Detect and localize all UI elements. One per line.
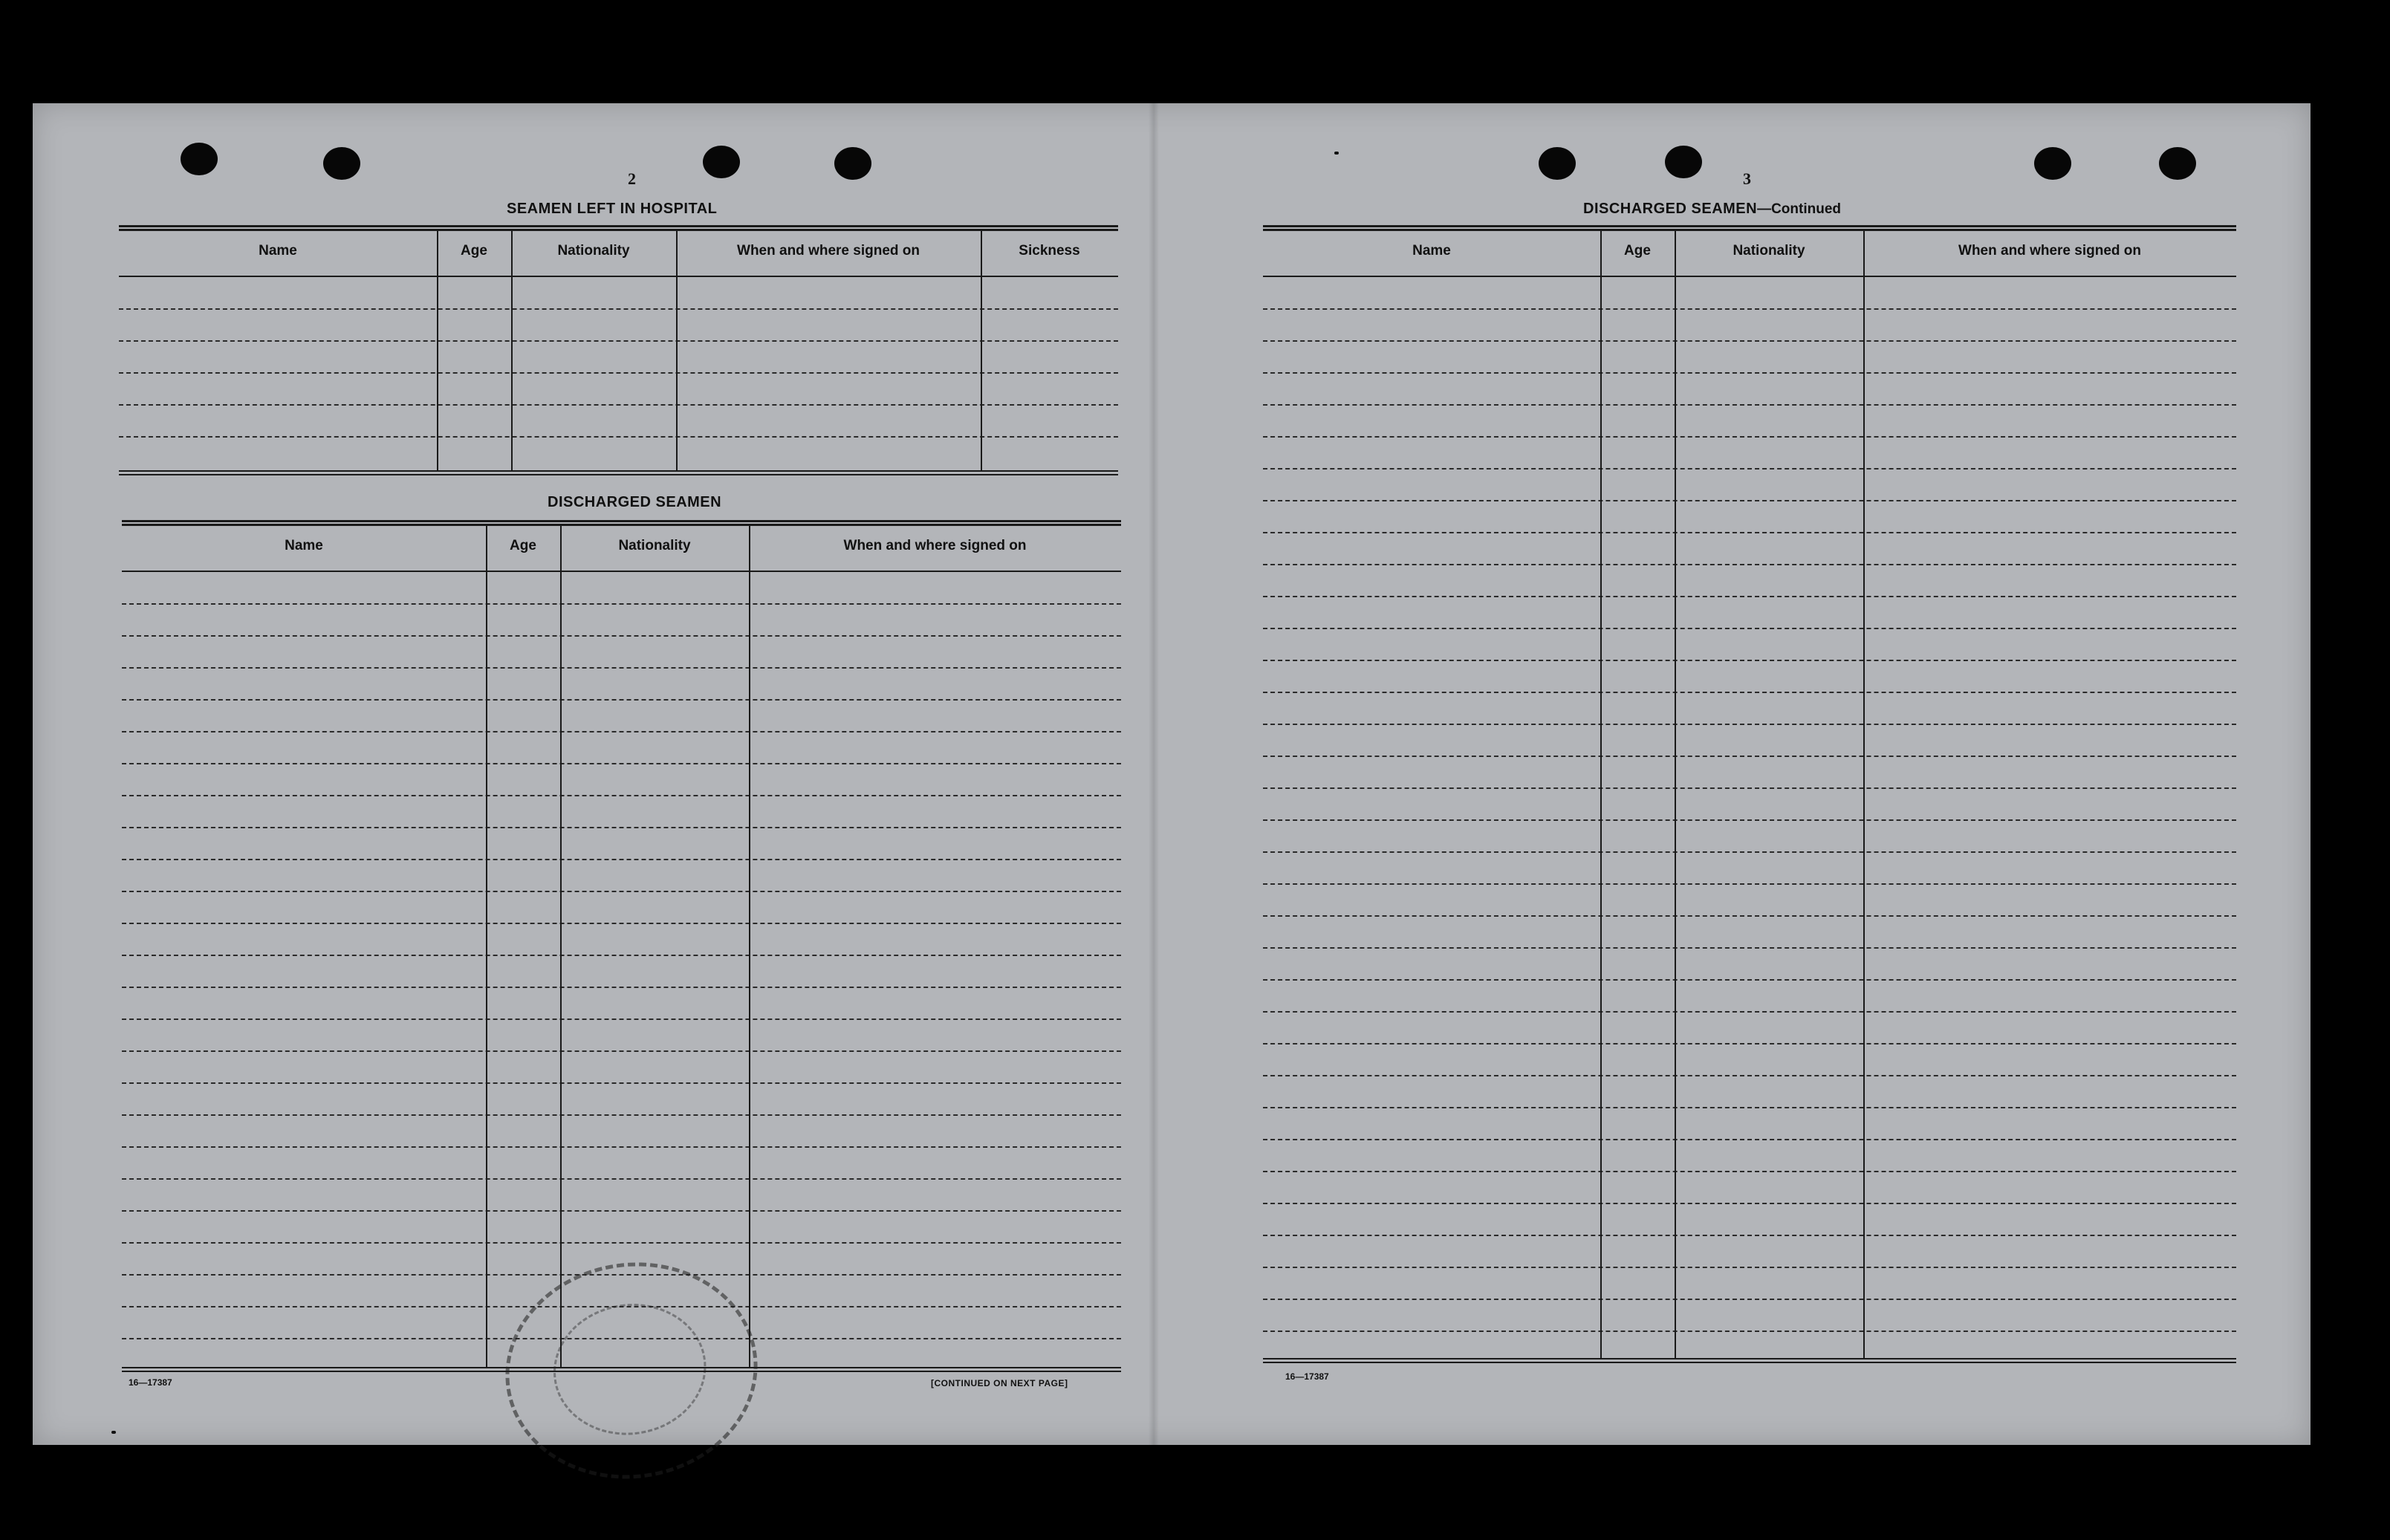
col-signed-on: When and where signed on [737, 243, 920, 259]
discharged-continued-table [1263, 225, 2236, 1365]
table-row [1263, 1299, 2236, 1300]
punch-hole [834, 147, 871, 180]
col-sickness: Sickness [1019, 243, 1080, 259]
table-row [119, 404, 1118, 406]
table-row [1263, 436, 2236, 438]
table-row [122, 603, 1121, 605]
column-divider [676, 231, 678, 470]
table-bottom-rule [1263, 1358, 2236, 1363]
table-row [1263, 756, 2236, 757]
table-row [122, 1242, 1121, 1244]
punch-hole [1539, 147, 1576, 180]
col-nationality: Nationality [1733, 243, 1805, 259]
ink-speck [1334, 152, 1339, 155]
table-row [1263, 1075, 2236, 1076]
hospital-table [119, 225, 1118, 470]
table-row [122, 1178, 1121, 1180]
page-number-left: 2 [628, 169, 636, 188]
column-divider [437, 231, 438, 470]
punch-hole [323, 147, 360, 180]
col-signed-on: When and where signed on [843, 538, 1027, 553]
col-signed-on: When and where signed on [1958, 243, 2141, 259]
table-row [1263, 979, 2236, 981]
column-divider [981, 231, 982, 470]
table-row [1263, 1235, 2236, 1236]
form-number-right: 16—17387 [1285, 1371, 1329, 1382]
col-age: Age [461, 243, 487, 259]
table-row [1263, 915, 2236, 917]
table-row [122, 667, 1121, 669]
table-row [119, 340, 1118, 342]
table-row [119, 372, 1118, 374]
col-name: Name [259, 243, 297, 259]
title-continued: —Continued [1757, 201, 1842, 217]
table-row [1263, 787, 2236, 789]
table-bottom-rule [119, 470, 1118, 475]
table-row [122, 891, 1121, 892]
table-row [1263, 724, 2236, 725]
table-row [1263, 1107, 2236, 1108]
table-row [1263, 1267, 2236, 1268]
discharged-table [122, 520, 1121, 1374]
table-row [1263, 883, 2236, 885]
col-age: Age [1624, 243, 1651, 259]
table-row [122, 923, 1121, 924]
hospital-section-title: SEAMEN LEFT IN HOSPITAL [507, 201, 718, 217]
discharged-continued-title [1583, 201, 1841, 218]
column-divider [1675, 231, 1676, 1358]
form-number-left: 16—17387 [129, 1377, 172, 1388]
table-row [1263, 1011, 2236, 1013]
punch-hole [181, 143, 218, 175]
table-row [119, 308, 1118, 310]
continued-note: [CONTINUED ON NEXT PAGE] [931, 1378, 1068, 1388]
table-row [122, 955, 1121, 956]
discharged-section-title: DISCHARGED SEAMEN [548, 494, 722, 510]
header-rule [119, 276, 1118, 277]
table-top-rule [122, 520, 1121, 526]
table-row [1263, 532, 2236, 533]
table-row [122, 859, 1121, 860]
table-row [122, 1210, 1121, 1212]
table-row [1263, 692, 2236, 693]
col-age: Age [510, 538, 536, 553]
table-row [122, 795, 1121, 796]
punch-hole [2034, 147, 2071, 180]
table-row [122, 731, 1121, 732]
table-row [1263, 628, 2236, 629]
table-row [1263, 340, 2236, 342]
table-row [122, 699, 1121, 701]
title-main: DISCHARGED SEAMEN [1583, 201, 1758, 217]
header-rule [1263, 276, 2236, 277]
table-row [1263, 372, 2236, 374]
ink-speck [111, 1431, 116, 1434]
table-row [1263, 1043, 2236, 1044]
stamp-inner-ring [545, 1294, 714, 1445]
col-name: Name [1412, 243, 1451, 259]
punch-hole [2159, 147, 2196, 180]
table-row [1263, 660, 2236, 661]
table-row [1263, 1203, 2236, 1204]
table-top-rule [1263, 225, 2236, 231]
table-row [1263, 564, 2236, 565]
table-row [122, 763, 1121, 764]
table-row [1263, 1171, 2236, 1172]
table-row [1263, 1331, 2236, 1332]
table-row [1263, 851, 2236, 853]
column-divider [560, 526, 562, 1367]
table-row [122, 1114, 1121, 1116]
header-rule [122, 571, 1121, 572]
col-nationality: Nationality [557, 243, 630, 259]
table-row [1263, 500, 2236, 501]
table-row [119, 436, 1118, 438]
page-fold [1149, 103, 1159, 1445]
column-divider [511, 231, 513, 470]
column-divider [749, 526, 750, 1367]
table-row [1263, 596, 2236, 597]
table-row [1263, 819, 2236, 821]
column-divider [1600, 231, 1602, 1358]
table-row [1263, 308, 2236, 310]
table-row [1263, 1139, 2236, 1140]
column-divider [486, 526, 487, 1367]
table-top-rule [119, 225, 1118, 231]
page-number-right: 3 [1743, 169, 1751, 188]
punch-hole [703, 146, 740, 178]
table-row [1263, 468, 2236, 470]
table-row [1263, 404, 2236, 406]
table-row [122, 1018, 1121, 1020]
table-row [1263, 947, 2236, 949]
table-row [122, 1050, 1121, 1052]
table-row [122, 827, 1121, 828]
table-row [122, 987, 1121, 988]
col-name: Name [285, 538, 323, 553]
table-row [122, 1146, 1121, 1148]
table-row [122, 1082, 1121, 1084]
column-divider [1863, 231, 1865, 1358]
table-row [122, 635, 1121, 637]
col-nationality: Nationality [618, 538, 691, 553]
punch-hole [1665, 146, 1702, 178]
